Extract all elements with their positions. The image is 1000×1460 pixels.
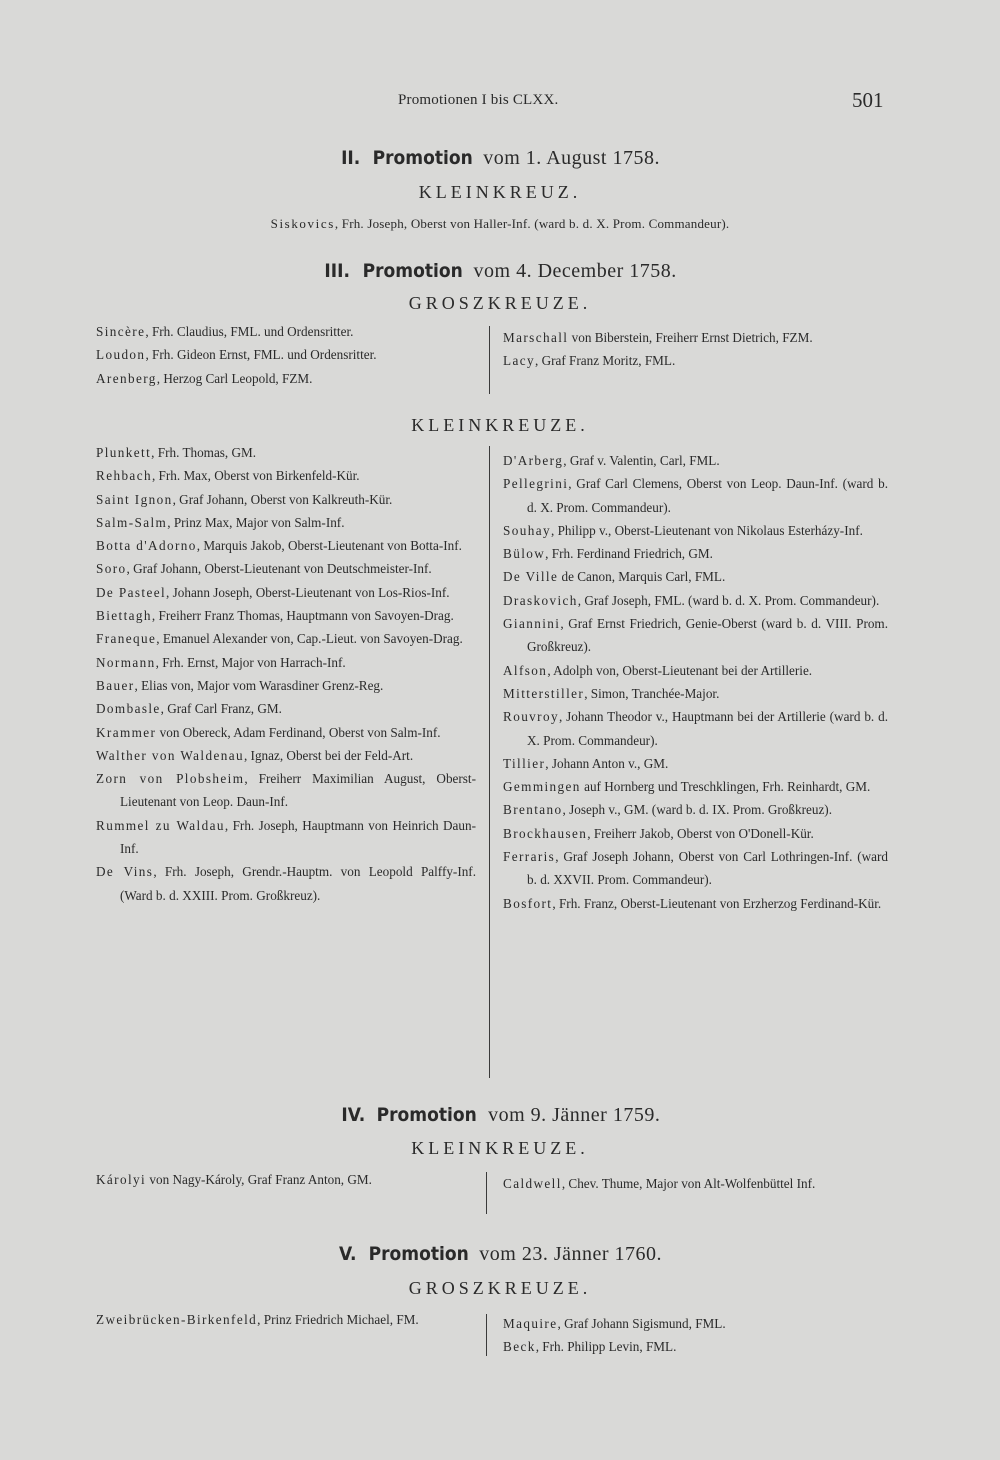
order-entry [0, 216, 1000, 232]
order-entry [503, 682, 888, 705]
entry-name: Franeque [96, 631, 157, 647]
entry-details: , Frh. Ferdinand Friedrich, GM. [545, 546, 713, 562]
entry-name: Károlyi [96, 1172, 147, 1187]
page-number: 501 [852, 88, 884, 112]
entry-name: Tillier [503, 755, 546, 771]
order-entry [503, 659, 888, 682]
entry-name: Mitterstiller [503, 685, 585, 701]
entry-details: auf Hornberg und Treschklingen, Frh. Reinhardt, GM. [580, 779, 871, 795]
entry-details: von Obereck, Adam Ferdinand, Oberst von Salm-Inf. [156, 724, 441, 740]
entry-name: Normann [96, 654, 156, 670]
entry-name: Brentano [503, 802, 563, 818]
entry-details: , Johann Joseph, Oberst-Lieutenant von Los-Rios-Inf. [166, 584, 450, 600]
column-rule [486, 1172, 487, 1214]
entry-name: Biettagh [96, 608, 152, 624]
entry-details: , Joseph v., GM. (ward b. d. IX. Prom. Großkreuz). [562, 802, 832, 818]
order-entry [96, 1308, 476, 1331]
entry-details: , Graf Joseph Johann, Oberst von Carl Lothringen-Inf. (ward b. d. XXVII. Prom. Commandeur). [527, 849, 888, 888]
order-entry [96, 464, 476, 487]
promotion-date: vom 9. Jänner 1759. [488, 1104, 661, 1126]
order-entry [96, 627, 476, 650]
entry-details: , Adolph von, Oberst-Lieutenant bei der Artillerie. [547, 662, 813, 678]
entry-name: Bauer [96, 677, 135, 693]
entry-details: , Graf Johann, Oberst-Lieutenant von Deutschmeister-Inf. [126, 561, 432, 577]
order-entry [96, 581, 476, 604]
order-entry [503, 589, 888, 612]
entry-details: , Frh. Joseph, Grendr.-Hauptm. von Leopold Palffy-Inf. (Ward b. d. XXIII. Prom. Großkreuz). [120, 864, 477, 903]
entry-name: Bosfort [503, 895, 553, 911]
entry-details: , Johann Anton v., GM. [545, 755, 669, 771]
class-title-kleinkreuz: KLEINKREUZ. [418, 182, 582, 202]
promotion-heading-ii [0, 145, 1000, 170]
entry-name: Pellegrini [503, 476, 569, 492]
entry-details: , Elias von, Major vom Warasdiner Grenz-Reg. [134, 677, 384, 693]
entry-name: Salm-Salm [96, 514, 168, 530]
entry-details: , Graf Ernst Friedrich, Genie-Oberst (ward b. d. VIII. Prom. Großkreuz). [527, 616, 888, 655]
entry-details: , Graf Johann Sigismund, FML. [557, 1316, 726, 1331]
entry-name: Arenberg [96, 370, 157, 386]
entry-name: Zweibrücken-Birkenfeld [96, 1312, 258, 1327]
order-entry [96, 674, 476, 697]
entry-details: , Prinz Max, Major von Salm-Inf. [167, 514, 345, 530]
class-title-groszkreuze: GROSZKREUZE. [408, 293, 592, 313]
order-entry [503, 822, 888, 845]
order-entry [503, 519, 888, 542]
entries-left-column [96, 1308, 476, 1331]
promotion-heading-iv [0, 1102, 1000, 1127]
entry-name: De Pasteel [96, 584, 167, 600]
order-entry [96, 367, 476, 390]
promotion-number: IV. [340, 1104, 365, 1126]
promotion-number: II. [341, 147, 361, 169]
order-entry [503, 542, 888, 565]
entry-details: , Frh. Max, Oberst von Birkenfeld-Kür. [151, 468, 360, 484]
entry-details: , Graf Johann, Oberst von Kalkreuth-Kür. [172, 491, 393, 507]
entry-name: Krammer [96, 724, 157, 740]
entry-details: , Herzog Carl Leopold, FZM. [156, 370, 313, 386]
order-entry [503, 845, 888, 892]
entry-details: , Frh. Claudius, FML. und Ordensritter. [145, 324, 354, 339]
entry-details: , Frh. Thomas, GM. [151, 445, 257, 460]
entry-name: De Vins [96, 864, 154, 880]
entry-name: Gemmingen [503, 779, 581, 795]
running-head [0, 88, 1000, 114]
entry-details: , Frh. Franz, Oberst-Lieutenant von Erzherzog Ferdinand-Kür. [552, 895, 882, 911]
entry-name: Draskovich [503, 592, 578, 608]
entry-name: Marschall [503, 330, 569, 345]
order-entry [96, 860, 476, 907]
entry-details: , Graf Joseph, FML. (ward b. d. X. Prom. Commandeur). [577, 592, 880, 608]
entries-left-column [96, 320, 476, 390]
entry-name: Loudon [96, 347, 146, 363]
order-entry [503, 1312, 888, 1335]
entry-name: De Ville [503, 569, 559, 585]
order-entry [96, 320, 476, 343]
entry-details: , Frh. Joseph, Oberst von Haller-Inf. (ward b. d. X. Prom. Commandeur). [334, 216, 730, 231]
entry-details: von Nagy-Károly, Graf Franz Anton, GM. [146, 1172, 372, 1187]
entry-name: Beck [503, 1339, 536, 1355]
entry-details: , Graf v. Valentin, Carl, FML. [563, 453, 720, 468]
entry-details: , Johann Theodor v., Hauptmann bei der Artillerie (ward b. d. X. Prom. Commandeur). [527, 709, 888, 748]
promotion-heading-v [0, 1241, 1000, 1266]
entries-left-column [96, 441, 476, 907]
entry-name: Soro [96, 561, 127, 577]
order-entry [503, 326, 888, 349]
order-entry [96, 511, 476, 534]
promotion-heading-iii [0, 258, 1000, 283]
order-entry [96, 534, 476, 557]
class-title-kleinkreuze: KLEINKREUZE. [411, 1138, 589, 1158]
entries-right-column [503, 449, 888, 915]
order-entry [96, 697, 476, 720]
entry-details: , Chev. Thume, Major von Alt-Wolfenbüttel Inf. [561, 1176, 816, 1191]
running-title: Promotionen I bis CLXX. [398, 92, 559, 108]
entry-details: , Frh. Philipp Levin, FML. [535, 1339, 677, 1355]
entry-name: Siskovics [270, 216, 335, 231]
entry-name: Lacy [503, 353, 535, 369]
entry-name: Dombasle [96, 701, 161, 717]
order-entry [503, 752, 888, 775]
entry-details: , Marquis Jakob, Oberst-Lieutenant von Botta-Inf. [196, 538, 462, 554]
entry-details: , Graf Franz Moritz, FML. [534, 353, 676, 369]
order-entry [503, 1172, 888, 1195]
entry-name: Zorn von Plobsheim [96, 771, 245, 787]
entry-name: Bülow [503, 546, 546, 562]
entry-details: , Freiherr Maximilian August, Oberst-Lieutenant von Leop. Daun-Inf. [120, 771, 476, 810]
order-entry [96, 441, 476, 464]
entry-details: , Simon, Tranchée-Major. [584, 685, 720, 701]
entry-name: Caldwell [503, 1176, 562, 1191]
order-entry [503, 349, 888, 372]
order-entry [96, 814, 476, 861]
order-entry [503, 472, 888, 519]
entry-name: Saint Ignon [96, 491, 173, 507]
order-entry [96, 1168, 476, 1191]
entry-details: , Emanuel Alexander von, Cap.-Lieut. von Savoyen-Drag. [156, 631, 463, 647]
promotion-date: vom 23. Jänner 1760. [479, 1243, 663, 1265]
class-title-groszkreuze: GROSZKREUZE. [408, 1278, 592, 1298]
entry-details: , Frh. Ernst, Major von Harrach-Inf. [155, 654, 346, 670]
order-entry [503, 1335, 888, 1358]
entry-details: , Ignaz, Oberst bei der Feld-Art. [243, 747, 414, 763]
entry-name: Brockhausen [503, 825, 588, 841]
entry-details: , Freiherr Jakob, Oberst von O'Donell-Kür. [587, 825, 814, 841]
entry-name: Rouvroy [503, 709, 559, 725]
entry-name: Alfson [503, 662, 548, 678]
column-rule [489, 326, 490, 394]
entry-name: Rummel zu Waldau [96, 817, 225, 833]
entry-details: von Biberstein, Freiherr Ernst Dietrich, FZM. [568, 330, 813, 345]
order-entry [503, 705, 888, 752]
promotion-number: III. [324, 260, 351, 282]
entry-name: Giannini [503, 616, 561, 632]
entry-details: , Graf Carl Franz, GM. [160, 701, 282, 717]
order-entry [96, 651, 476, 674]
order-entry [503, 612, 888, 659]
promotion-date: vom 1. August 1758. [483, 147, 660, 169]
order-entry [96, 721, 476, 744]
promotion-date: vom 4. December 1758. [473, 260, 677, 282]
promotion-word: Promotion [372, 147, 473, 169]
column-rule [486, 1314, 487, 1356]
entry-name: Maquire [503, 1316, 558, 1331]
promotion-word: Promotion [362, 260, 463, 282]
promotion-number: V. [338, 1243, 357, 1265]
entry-details: , Graf Carl Clemens, Oberst von Leop. Daun-Inf. (ward b. d. X. Prom. Commandeur). [527, 476, 888, 515]
order-entry [503, 449, 888, 472]
entry-details: , Prinz Friedrich Michael, FM. [257, 1312, 419, 1327]
entry-details: , Frh. Joseph, Hauptmann von Heinrich Daun-Inf. [120, 817, 476, 857]
promotion-word: Promotion [368, 1243, 469, 1265]
entry-name: Plunkett [96, 445, 152, 460]
order-entry [503, 892, 888, 915]
entry-name: Rehbach [96, 468, 152, 484]
entry-name: Walther von Waldenau [96, 747, 244, 763]
entry-name: Souhay [503, 522, 551, 538]
entry-name: Ferraris [503, 849, 556, 865]
order-entry [96, 744, 476, 767]
entries-right-column [503, 1312, 888, 1359]
order-entry [96, 488, 476, 511]
order-entry [503, 798, 888, 821]
order-entry [96, 557, 476, 580]
entry-name: D'Arberg [503, 453, 564, 468]
order-entry [96, 604, 476, 627]
order-entry [503, 565, 888, 588]
order-entry [96, 343, 476, 366]
entries-left-column [96, 1168, 476, 1191]
promotion-word: Promotion [377, 1104, 478, 1126]
entry-name: Sincère [96, 324, 146, 339]
column-rule [489, 446, 490, 1078]
order-entry [96, 767, 476, 814]
entries-right-column [503, 326, 888, 373]
entry-details: , Freiherr Franz Thomas, Hauptmann von Savoyen-Drag. [151, 608, 454, 624]
entry-details: , Frh. Gideon Ernst, FML. und Ordensritter. [145, 347, 377, 363]
class-title-kleinkreuze: KLEINKREUZE. [411, 415, 589, 435]
entry-name: Botta d'Adorno [96, 538, 197, 554]
order-entry [503, 775, 888, 798]
entry-details: , Philipp v., Oberst-Lieutenant von Nikolaus Esterházy-Inf. [550, 522, 863, 538]
entries-right-column [503, 1172, 888, 1195]
entry-details: de Canon, Marquis Carl, FML. [558, 569, 726, 585]
